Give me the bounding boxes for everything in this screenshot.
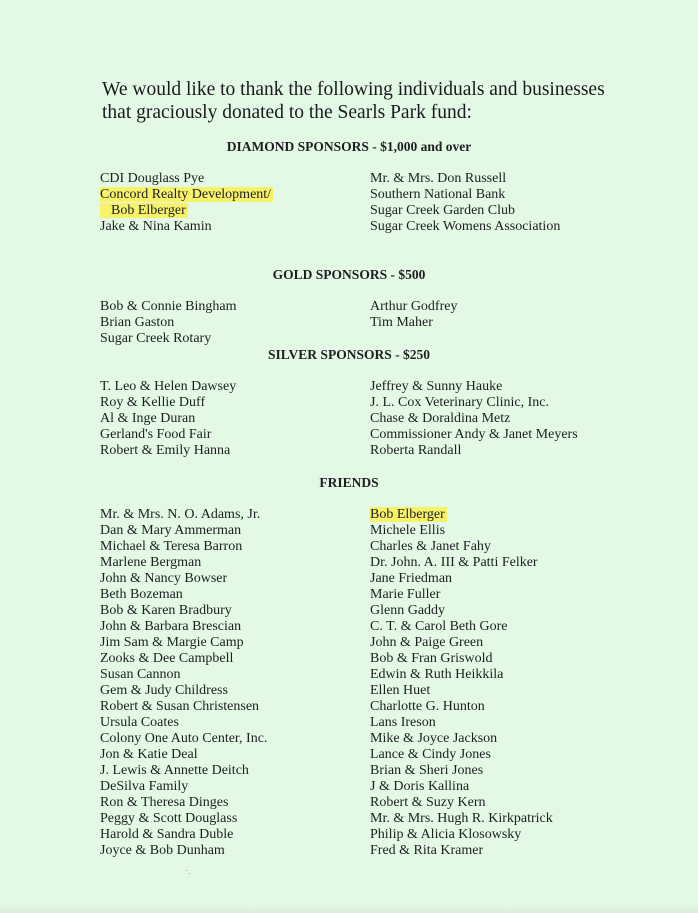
- list-item: Roberta Randall: [370, 443, 462, 458]
- list-item: Philip & Alicia Klosowsky: [370, 827, 522, 842]
- friends-left-list: [100, 507, 267, 859]
- list-item: Bob & Fran Griswold: [370, 651, 493, 666]
- list-item: [370, 507, 553, 523]
- list-item: Gerland's Food Fair: [100, 427, 212, 442]
- silver-left-list: [100, 379, 236, 459]
- gold-left-list: [100, 299, 237, 347]
- list-item: John & Barbara Brescian: [100, 619, 242, 634]
- scan-bottom-edge: [0, 904, 698, 913]
- list-item: Ron & Theresa Dinges: [100, 795, 229, 810]
- list-item: DeSilva Family: [100, 779, 189, 794]
- gold-sponsors-heading: GOLD SPONSORS - $500: [272, 267, 426, 282]
- list-item: Jeffrey & Sunny Hauke: [370, 379, 503, 394]
- list-item: Harold & Sandra Duble: [100, 827, 234, 842]
- list-item: Brian & Sheri Jones: [370, 763, 484, 778]
- silver-sponsors-heading: SILVER SPONSORS - $250: [268, 347, 430, 362]
- list-item: Lance & Cindy Jones: [370, 747, 491, 762]
- list-item: John & Paige Green: [370, 635, 484, 650]
- list-item: Southern National Bank: [370, 187, 506, 202]
- list-item: Mr. & Mrs. Hugh R. Kirkpatrick: [370, 811, 553, 826]
- list-item: Dr. John. A. III & Patti Felker: [370, 555, 538, 570]
- silver-right-list: [370, 379, 578, 459]
- list-item: Jake & Nina Kamin: [100, 219, 212, 234]
- list-item: Michele Ellis: [370, 523, 446, 538]
- list-item: Edwin & Ruth Heikkila: [370, 667, 504, 682]
- list-item: Jim Sam & Margie Camp: [100, 635, 244, 650]
- highlighted-name: Concord Realty Development/: [100, 187, 272, 202]
- intro-line-2: that graciously donated to the Searls Park fund:: [102, 102, 472, 123]
- list-item: T. Leo & Helen Dawsey: [100, 379, 237, 394]
- list-item: Mr. & Mrs. Don Russell: [370, 171, 507, 186]
- list-item: Jon & Katie Deal: [100, 747, 198, 762]
- diamond-left-list: [100, 171, 273, 235]
- list-item: J. Lewis & Annette Deitch: [100, 763, 249, 778]
- list-item: Joyce & Bob Dunham: [100, 843, 225, 858]
- gold-right-list: [370, 299, 457, 331]
- list-item: [100, 203, 273, 219]
- list-item: Mike & Joyce Jackson: [370, 731, 498, 746]
- intro-line-1: We would like to thank the following individuals and businesses: [102, 79, 605, 100]
- highlighted-name: Bob Elberger: [100, 203, 188, 218]
- list-item: Beth Bozeman: [100, 587, 183, 602]
- list-item: Mr. & Mrs. N. O. Adams, Jr.: [100, 507, 261, 522]
- list-item: Tim Maher: [370, 315, 433, 330]
- list-item: J & Doris Kallina: [370, 779, 470, 794]
- list-item: Robert & Emily Hanna: [100, 443, 231, 458]
- list-item: Commissioner Andy & Janet Meyers: [370, 427, 578, 442]
- list-item: Charles & Janet Fahy: [370, 539, 491, 554]
- list-item: Al & Inge Duran: [100, 411, 196, 426]
- list-item: Peggy & Scott Douglass: [100, 811, 238, 826]
- list-item: C. T. & Carol Beth Gore: [370, 619, 508, 634]
- list-item: Sugar Creek Rotary: [100, 331, 212, 346]
- list-item: Chase & Doraldina Metz: [370, 411, 511, 426]
- list-item: Ellen Huet: [370, 683, 431, 698]
- list-item: Colony One Auto Center, Inc.: [100, 731, 268, 746]
- list-item: Lans Ireson: [370, 715, 436, 730]
- list-item: Charlotte G. Hunton: [370, 699, 485, 714]
- list-item: Robert & Suzy Kern: [370, 795, 486, 810]
- friends-right-list: [370, 507, 553, 859]
- list-item: Glenn Gaddy: [370, 603, 446, 618]
- list-item: John & Nancy Bowser: [100, 571, 228, 586]
- list-item: Sugar Creek Womens Association: [370, 219, 561, 234]
- list-item: Michael & Teresa Barron: [100, 539, 243, 554]
- intro-paragraph: [102, 78, 662, 124]
- list-item: Arthur Godfrey: [370, 299, 458, 314]
- list-item: Brian Gaston: [100, 315, 175, 330]
- list-item: Zooks & Dee Campbell: [100, 651, 234, 666]
- friends-heading: FRIENDS: [319, 475, 379, 490]
- list-item: Roy & Kellie Duff: [100, 395, 206, 410]
- list-item: Bob & Connie Bingham: [100, 299, 237, 314]
- list-item: J. L. Cox Veterinary Clinic, Inc.: [370, 395, 549, 410]
- list-item: Susan Cannon: [100, 667, 181, 682]
- list-item: Bob & Karen Bradbury: [100, 603, 232, 618]
- list-item: Robert & Susan Christensen: [100, 699, 260, 714]
- list-item: [100, 187, 273, 203]
- diamond-sponsors-heading: DIAMOND SPONSORS - $1,000 and over: [226, 139, 472, 154]
- list-item: Gem & Judy Childress: [100, 683, 228, 698]
- highlighted-name: Bob Elberger: [370, 507, 445, 522]
- diamond-right-list: [370, 171, 560, 235]
- list-item: Jane Friedman: [370, 571, 453, 586]
- scan-speck: [185, 868, 193, 876]
- list-item: Marlene Bergman: [100, 555, 202, 570]
- list-item: CDI Douglass Pye: [100, 171, 205, 186]
- list-item: Sugar Creek Garden Club: [370, 203, 516, 218]
- list-item: Ursula Coates: [100, 715, 179, 730]
- list-item: Dan & Mary Ammerman: [100, 523, 242, 538]
- list-item: Fred & Rita Kramer: [370, 843, 484, 858]
- list-item: Marie Fuller: [370, 587, 441, 602]
